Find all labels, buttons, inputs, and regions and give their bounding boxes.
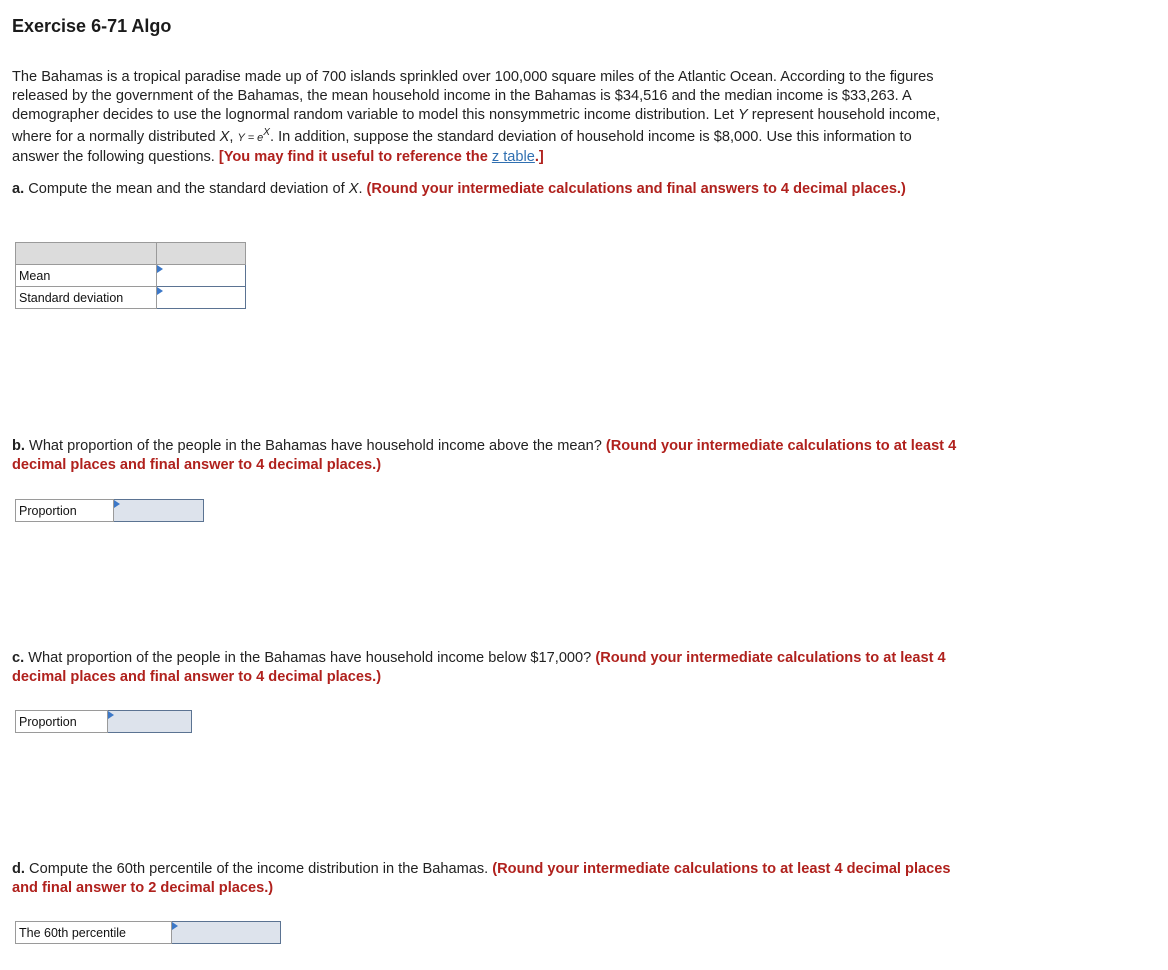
question-c-text: What proportion of the people in the Bahamas have household income below $17,000? xyxy=(24,650,596,666)
answer-table-d xyxy=(15,921,281,944)
question-c-label: c. xyxy=(12,650,25,666)
percentile-input[interactable] xyxy=(172,922,280,943)
standard-deviation-input[interactable] xyxy=(157,287,245,308)
table-row-proportion-b xyxy=(16,500,204,522)
question-b-text: What proportion of the people in the Bahamas have household income above the mean? xyxy=(24,438,606,454)
question-a-text-1: Compute the mean and the standard deviation of xyxy=(24,181,349,197)
intro-text-2: represent household income, where for a normally distributed xyxy=(12,106,941,146)
question-b-label: b. xyxy=(12,438,25,454)
table-row-60th-percentile xyxy=(16,922,281,944)
table-header-cell xyxy=(16,243,157,265)
question-a-label: a. xyxy=(12,181,25,197)
intro-text-4: . In addition, suppose the standard deviation of household income is $8,000. Use this information to answer the following questions. xyxy=(12,129,912,166)
question-c xyxy=(12,649,957,687)
question-d-instruction: (Round your intermediate calculations to at least 4 decimal places and final answer to 2 decimal places.) xyxy=(12,861,951,896)
question-a-instruction: (Round your intermediate calculations and final answers to 4 decimal places.) xyxy=(366,181,906,197)
intro-text-1: The Bahamas is a tropical paradise made up of 700 islands sprinkled over 100,000 square miles of the Atlantic Ocean. According to the figures released by the government of the Bahamas, the mean household income in the Bahamas is $34,516 and the median income is $33,263. A demographer decides to use the lognormal random variable to model this nonsymmetric income distribution. Let xyxy=(12,69,934,123)
formula-exponent: X xyxy=(263,127,270,139)
proportion-c-input-cell[interactable] xyxy=(108,711,192,733)
question-a-var: X xyxy=(348,181,359,197)
answer-table-a xyxy=(15,242,246,309)
var-y: Y xyxy=(738,106,748,123)
proportion-c-label: Proportion xyxy=(16,711,108,733)
question-c-instruction: (Round your intermediate calculations to at least 4 decimal places and final answer to 4 decimal places.) xyxy=(12,650,946,685)
question-d-text: Compute the 60th percentile of the income distribution in the Bahamas. xyxy=(24,861,493,877)
percentile-input-cell[interactable] xyxy=(172,922,281,944)
z-table-link[interactable]: z table xyxy=(491,149,535,166)
page-title: Exercise 6-71 Algo xyxy=(12,16,172,36)
mean-input[interactable] xyxy=(157,265,245,286)
percentile-label: The 60th percentile xyxy=(16,922,172,944)
mean-input-cell[interactable] xyxy=(157,265,246,287)
proportion-b-input-cell[interactable] xyxy=(114,500,204,522)
question-b xyxy=(12,437,957,475)
table-row-standard-deviation xyxy=(16,287,246,309)
proportion-c-input[interactable] xyxy=(108,711,191,732)
answer-flag-icon xyxy=(157,287,163,295)
question-a xyxy=(12,180,957,199)
var-x: X xyxy=(219,129,230,146)
formula: Y = e xyxy=(237,132,264,145)
standard-deviation-input-cell[interactable] xyxy=(157,287,246,309)
answer-flag-icon xyxy=(172,922,178,930)
hint-prefix: [You may find it useful to reference the xyxy=(218,149,492,166)
question-b-instruction: (Round your intermediate calculations to at least 4 decimal places and final answer to 4 decimal places.) xyxy=(12,438,957,473)
proportion-b-input[interactable] xyxy=(114,500,203,521)
proportion-b-label: Proportion xyxy=(16,500,114,522)
answer-flag-icon xyxy=(108,711,114,719)
table-row-proportion-c xyxy=(16,711,192,733)
problem-statement xyxy=(12,68,957,167)
answer-flag-icon xyxy=(114,500,120,508)
answer-table-c xyxy=(15,710,192,733)
intro-text-3: , xyxy=(229,129,238,146)
question-a-text-2: . xyxy=(358,181,367,197)
table-row-mean xyxy=(16,265,246,287)
question-d-label: d. xyxy=(12,861,25,877)
answer-flag-icon xyxy=(157,265,163,273)
hint-suffix: .] xyxy=(534,149,544,166)
standard-deviation-label: Standard deviation xyxy=(16,287,157,309)
table-header-row xyxy=(16,243,246,265)
question-d xyxy=(12,860,957,898)
answer-table-b xyxy=(15,499,204,522)
mean-label: Mean xyxy=(16,265,157,287)
table-header-cell xyxy=(157,243,246,265)
